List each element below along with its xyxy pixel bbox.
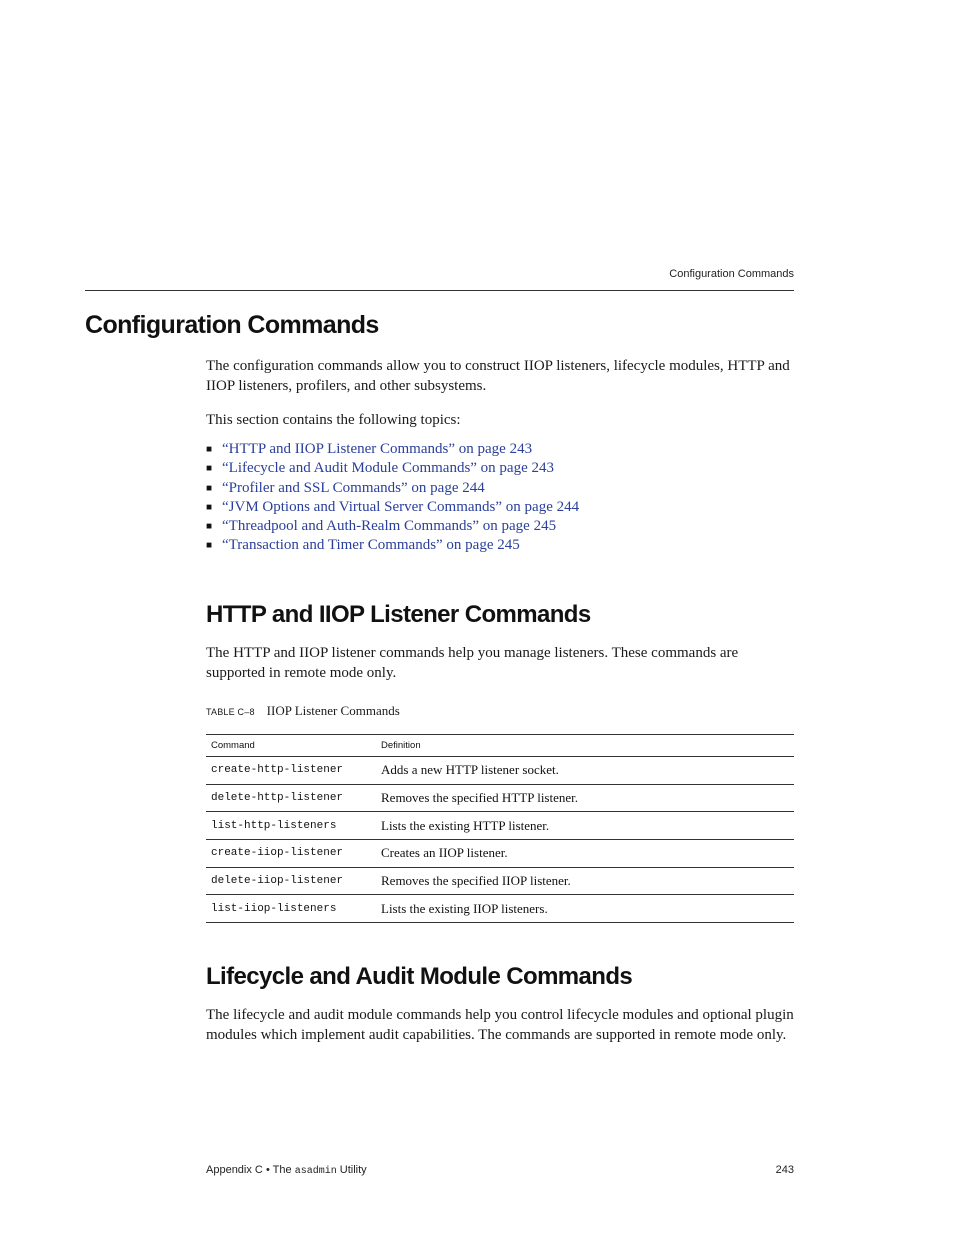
list-item — [206, 440, 579, 459]
section-title-lifecycle-audit: Lifecycle and Audit Module Commands — [206, 963, 633, 990]
section-body-lifecycle-audit: The lifecycle and audit module commands help you control lifecycle modules and optional plugin modules which implement audit capabilities. The commands are supported in remote mode only. — [206, 1007, 794, 1043]
section-title-http-iiop: HTTP and IIOP Listener Commands — [206, 601, 591, 628]
table-row — [206, 784, 794, 812]
command-cell: list-iiop-listeners — [206, 895, 376, 923]
bullet-icon: ■ — [206, 521, 213, 533]
topics-list — [206, 440, 579, 556]
table-caption — [206, 703, 400, 719]
command-cell: create-iiop-listener — [206, 840, 376, 868]
definition-cell: Lists the existing IIOP listeners. — [376, 895, 794, 923]
table-caption-title: IIOP Listener Commands — [266, 703, 400, 718]
definition-cell: Lists the existing HTTP listener. — [376, 812, 794, 840]
table-row — [206, 812, 794, 840]
chapter-title: Configuration Commands — [85, 311, 379, 339]
table-row — [206, 867, 794, 895]
topic-link-lifecycle-audit[interactable]: “Lifecycle and Audit Module Commands” on page 243 — [222, 460, 554, 477]
definition-cell: Creates an IIOP listener. — [376, 840, 794, 868]
iiop-listener-commands-table — [206, 734, 794, 923]
list-item — [206, 498, 579, 517]
footer-utility: Utility — [339, 1164, 367, 1176]
definition-cell: Adds a new HTTP listener socket. — [376, 757, 794, 785]
bullet-icon: ■ — [206, 540, 213, 552]
running-header: Configuration Commands — [669, 268, 794, 280]
chapter-intro: The configuration commands allow you to construct IIOP listeners, lifecycle modules, HTTP and IIOP listeners, profilers, and other subsystems. — [206, 358, 790, 394]
command-cell: create-http-listener — [206, 757, 376, 785]
column-header-command: Command — [206, 735, 376, 757]
table-header-row — [206, 735, 794, 757]
footer-utility-code: asadmin — [294, 1166, 337, 1177]
table-row — [206, 895, 794, 923]
topic-link-transaction-timer[interactable]: “Transaction and Timer Commands” on page 245 — [222, 537, 520, 554]
definition-cell: Removes the specified HTTP listener. — [376, 784, 794, 812]
command-cell: delete-iiop-listener — [206, 867, 376, 895]
list-item — [206, 536, 579, 555]
list-item — [206, 459, 579, 478]
section-body-http-iiop: The HTTP and IIOP listener commands help you manage listeners. These commands are supported in remote mode only. — [206, 645, 739, 681]
footer-separator: • — [265, 1164, 270, 1176]
topic-link-http-iiop[interactable]: “HTTP and IIOP Listener Commands” on page 243 — [222, 441, 533, 457]
list-item — [206, 517, 579, 536]
topic-link-threadpool-auth-realm[interactable]: “Threadpool and Auth-Realm Commands” on page 245 — [222, 518, 557, 535]
table-row — [206, 840, 794, 868]
bullet-icon: ■ — [206, 501, 213, 513]
list-item — [206, 479, 579, 498]
bullet-icon: ■ — [206, 482, 213, 494]
footer-chapter-reference — [206, 1164, 367, 1177]
page-number: 243 — [775, 1164, 794, 1176]
command-cell: delete-http-listener — [206, 784, 376, 812]
definition-cell: Removes the specified IIOP listener. — [376, 867, 794, 895]
topic-link-profiler-ssl[interactable]: “Profiler and SSL Commands” on page 244 — [222, 479, 485, 496]
command-cell: list-http-listeners — [206, 812, 376, 840]
topic-link-jvm-virtual-server[interactable]: “JVM Options and Virtual Server Commands” on page 244 — [222, 498, 580, 515]
footer-the: The — [272, 1164, 292, 1176]
column-header-definition: Definition — [376, 735, 794, 757]
bullet-icon: ■ — [206, 444, 213, 455]
topics-intro: This section contains the following topics: — [206, 412, 461, 428]
table-caption-label: TABLE C–8 — [206, 707, 255, 717]
table-row — [206, 757, 794, 785]
bullet-icon: ■ — [206, 463, 213, 475]
footer-appendix: Appendix C — [206, 1164, 263, 1176]
header-rule — [85, 290, 794, 291]
